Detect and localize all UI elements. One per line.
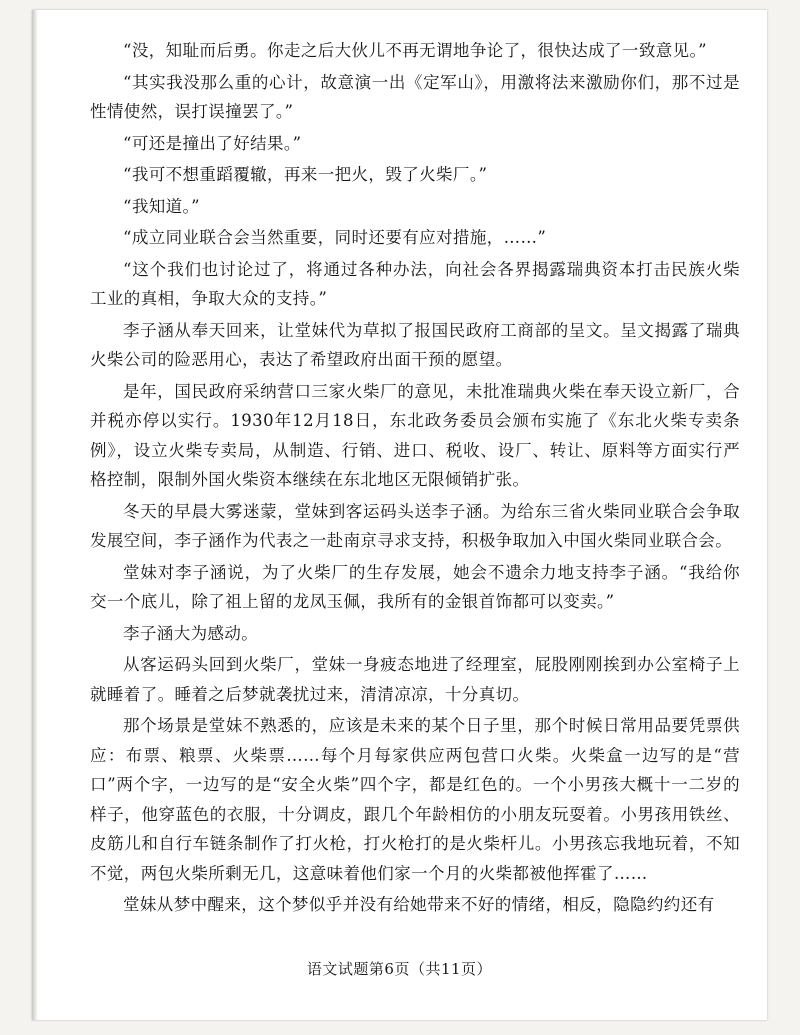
paragraph: 李子涵从奉天回来，让堂妹代为草拟了报国民政府工商部的呈文。呈文揭露了瑞典火柴公司的险恶用心，表达了希望政府出面干预的愿望。 [90,320,740,369]
paragraph: 李子涵大为感动。 [123,623,259,643]
paragraph: “这个我们也讨论过了，将通过各种办法，向社会各界揭露瑞典资本打击民族火柴工业的真相，争取大众的支持。” [90,259,740,308]
page-footer: 语文试题第6页（共11页） [306,960,493,978]
paragraph: 堂妹从梦中醒来，这个梦似乎并没有给她带来不好的情绪，相反，隐隐约约还有 [123,895,715,914]
paragraph: 冬天的早晨大雾迷蒙，堂妹到客运码头送李子涵。为给东三省火柴同业联合会争取发展空间，李子涵作为代表之一赴南京寻求支持，积极争取加入中国火柴同业联合会。 [90,501,740,550]
paragraph: “我可不想重蹈覆辙，再来一把火，毁了火柴厂。” [123,165,488,184]
body-text [90,36,740,922]
paragraph: “我知道。” [123,196,201,216]
paragraph: 是年，国民政府采纳营口三家火柴厂的意见，未批准瑞典火柴在奉天设立新厂，合并税亦停以实行。1930年12月18日，东北政务委员会颁布实施了《东北火柴专卖条例》，设立火柴专卖局，从制造、行销、进口、税收、设厂、转让、原料等方面实行严格控制，限制外国火柴资本继续在东北地区无限倾销扩张。 [90,381,740,489]
paragraph: “可还是撞出了好结果。” [123,133,302,153]
paragraph: “没，知耻而后勇。你走之后大伙儿不再无谓地争论了，很快达成了一致意见。” [123,41,708,60]
scan-edge-shadow [32,10,38,1020]
paragraph: “其实我没那么重的心计，故意演一出《定军山》，用激将法来激励你们，那不过是性情使然，误打误撞罢了。” [90,72,740,121]
paragraph: 从客运码头回到火柴厂，堂妹一身疲态地进了经理室，屁股刚刚挨到办公室椅子上就睡着了。睡着之后梦就袭扰过来，清清凉凉，十分真切。 [90,655,740,704]
document-page [32,10,767,1020]
paragraph: 堂妹对李子涵说，为了火柴厂的生存发展，她会不遗余力地支持李子涵。“我给你交一个底儿，除了祖上留的龙凤玉佩，我所有的金银首饰都可以变卖。” [90,562,740,611]
paragraph: 那个场景是堂妹不熟悉的，应该是未来的某个日子里，那个时候日常用品要凭票供应：布票、粮票、火柴票……每个月每家供应两包营口火柴。火柴盒一边写的是“营口”两个字，一边写的是“安全火柴”四个字，都是红色的。一个小男孩大概十一二岁的样子，他穿蓝色的衣服，十分调皮，跟几个年龄相仿的小朋友玩耍着。小男孩用铁丝、皮筋儿和自行车链条制作了打火枪，打火枪打的是火柴杆儿。小男孩忘我地玩着，不知不觉，两包火柴所剩无几，这意味着他们家一个月的火柴都被他挥霍了…… [90,716,740,883]
paragraph: “成立同业联合会当然重要，同时还要有应对措施，……” [123,228,547,247]
